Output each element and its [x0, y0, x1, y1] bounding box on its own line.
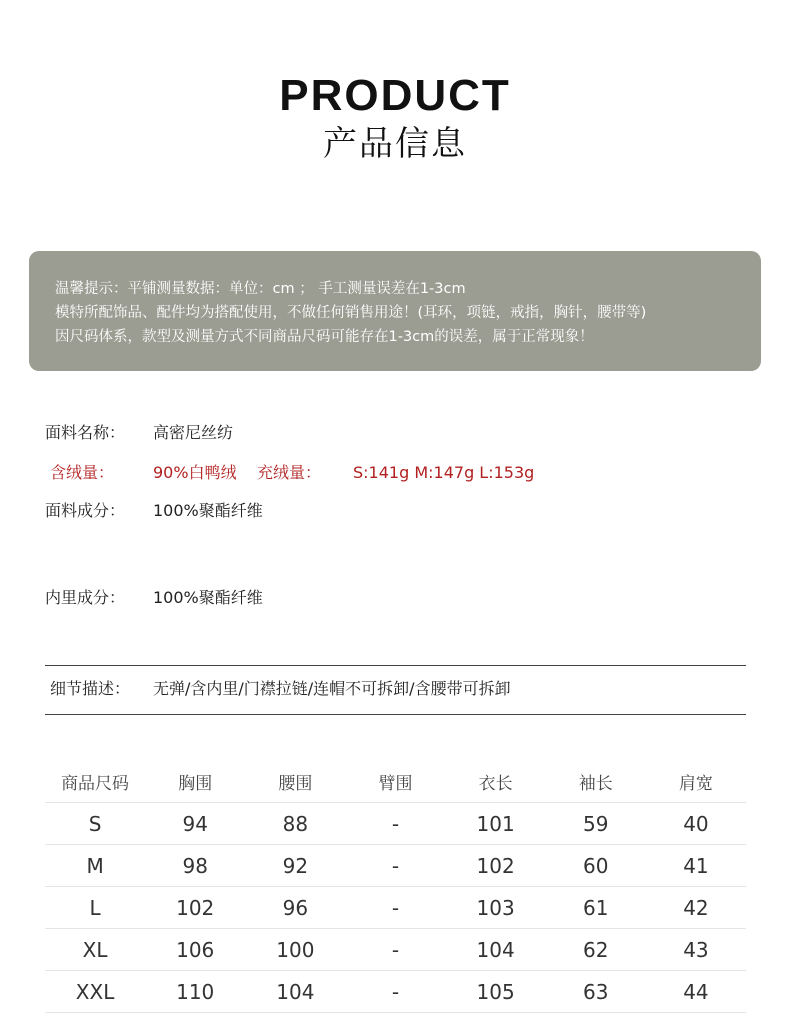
cell-arm: -: [345, 929, 445, 971]
cell-arm: -: [345, 803, 445, 845]
notice-line-size-error: 因尺码体系，款型及测量方式不同商品尺码可能存在1-3cm的误差，属于正常现象！: [55, 329, 594, 345]
cell-arm: -: [345, 845, 445, 887]
cell-waist: 92: [245, 845, 345, 887]
header-chest: 胸围: [145, 760, 245, 803]
cell-waist: 100: [245, 929, 345, 971]
cell-length: 104: [446, 929, 546, 971]
cell-sleeve: 63: [546, 971, 646, 1013]
cell-shoulder: 42: [646, 887, 746, 929]
cell-size: XL: [45, 929, 145, 971]
cell-length: 102: [446, 845, 546, 887]
fabric-composition-label: 面料成分：: [45, 501, 126, 520]
fabric-name-value: 高密尼丝纺: [153, 423, 234, 442]
lining-composition-label: 内里成分：: [45, 588, 126, 607]
header-shoulder: 肩宽: [646, 760, 746, 803]
table-row: [45, 845, 746, 887]
notice-line-measure: 温馨提示：平铺测量数据：单位：cm ； 手工测量误差在1-3cm: [55, 281, 466, 297]
cell-waist: 96: [245, 887, 345, 929]
detail-value: 无弹/含内里/门襟拉链/连帽不可拆卸/含腰带可拆卸: [153, 679, 511, 698]
cell-chest: 102: [145, 887, 245, 929]
table-row: [45, 929, 746, 971]
cell-chest: 98: [145, 845, 245, 887]
table-row: [45, 803, 746, 845]
divider-top: [45, 665, 746, 666]
fill-label: 含绒量：: [50, 463, 115, 482]
cell-shoulder: 40: [646, 803, 746, 845]
title-english: PRODUCT: [279, 71, 511, 120]
size-table-header: [45, 760, 746, 803]
header-size: 商品尺码: [45, 760, 145, 803]
cell-arm: -: [345, 887, 445, 929]
cell-length: 103: [446, 887, 546, 929]
title-chinese: 产品信息: [323, 124, 467, 164]
notice-line-accessories: 模特所配饰品、配件均为搭配使用，不做任何销售用途！(耳环，项链，戒指，胸针，腰带等): [55, 305, 647, 321]
cell-sleeve: 62: [546, 929, 646, 971]
header-arm: 臂围: [345, 760, 445, 803]
lining-composition-value: 100%聚酯纤维: [153, 588, 263, 607]
cell-arm: -: [345, 971, 445, 1013]
fill-amount-value: S:141g M:147g L:153g: [353, 463, 535, 482]
notice-box: [29, 251, 761, 371]
cell-size: S: [45, 803, 145, 845]
cell-waist: 88: [245, 803, 345, 845]
fabric-name-label: 面料名称：: [45, 423, 126, 442]
table-row: [45, 971, 746, 1013]
header-length: 衣长: [446, 760, 546, 803]
cell-shoulder: 43: [646, 929, 746, 971]
cell-length: 105: [446, 971, 546, 1013]
cell-shoulder: 44: [646, 971, 746, 1013]
cell-sleeve: 59: [546, 803, 646, 845]
cell-sleeve: 61: [546, 887, 646, 929]
cell-size: M: [45, 845, 145, 887]
cell-length: 101: [446, 803, 546, 845]
cell-shoulder: 41: [646, 845, 746, 887]
header-waist: 腰围: [245, 760, 345, 803]
detail-label: 细节描述：: [50, 679, 131, 698]
size-table: [45, 760, 746, 1013]
cell-chest: 106: [145, 929, 245, 971]
header-sleeve: 袖长: [546, 760, 646, 803]
cell-waist: 104: [245, 971, 345, 1013]
cell-size: XXL: [45, 971, 145, 1013]
fill-value: 90%白鸭绒: [153, 463, 237, 482]
cell-size: L: [45, 887, 145, 929]
cell-sleeve: 60: [546, 845, 646, 887]
table-row: [45, 887, 746, 929]
cell-chest: 94: [145, 803, 245, 845]
divider-bottom: [45, 714, 746, 715]
fabric-composition-value: 100%聚酯纤维: [153, 501, 263, 520]
fill-amount-label: 充绒量：: [257, 463, 322, 482]
cell-chest: 110: [145, 971, 245, 1013]
